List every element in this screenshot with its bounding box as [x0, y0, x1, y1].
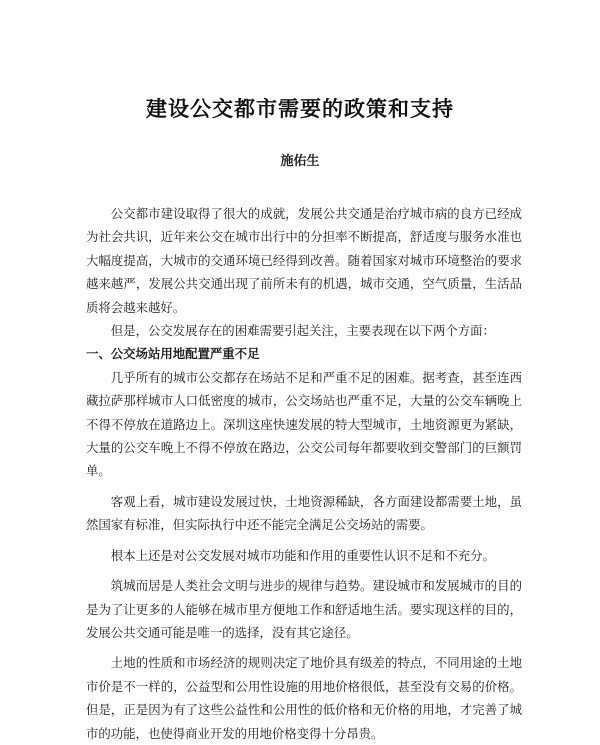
paragraph: 公交都市建设取得了很大的成就，发展公共交通是治疗城市病的良方已经成为社会共识，近年来公交在城市出行中的分担率不断提高，舒适度与服务水准也大幅度提高，大城市的交通环境已经得到改善。随着国家对城市环境整治的要求越来越严，发展公共交通出现了前所未有的机遇，城市交通，空气质量，生活品质将会越来越好。 — [86, 206, 522, 315]
author-name: 施佑生 — [280, 154, 320, 169]
paragraph: 根本上还是对公交发展对城市功能和作用的重要性认识不足和不充分。 — [110, 547, 495, 563]
paragraph: 几乎所有的城市公交都存在场站不足和严重不足的困难。据考查，甚至连西藏拉萨那样城市人口低密度的城市，公交场站也严重不足，大量的公交车辆晚上不得不停放在道路边上。深圳这座快速发展的特大型城市，土地资源更为紧缺，大量的公交车晚上不得不停放在路边，公交公司每年都要收到交警部门的巨额罚单。 — [86, 369, 522, 479]
paragraph: 筑城而居是人类社会文明与进步的规律与趋势。建设城市和发展城市的目的是为了让更多的人能够在城市里方便地工作和舒适地生活。要实现这样的目的，发展公共交通可能是唯一的选择，没有其它途径。 — [86, 578, 522, 640]
paragraph: 客观上看，城市建设发展过快，土地资源稀缺，各方面建设都需要土地，虽然国家有标准，但实际执行中还不能完全满足公交场站的需要。 — [86, 493, 522, 533]
section-heading: 一、公交场站用地配置严重不足 — [86, 346, 260, 362]
paragraph: 土地的性质和市场经济的规则决定了地价具有级差的特点，不同用途的土地市价是不一样的，公益型和公用性设施的用地价格很低，甚至没有交易的价格。但是，正是因为有了这些公益性和公用性的低价格和无价格的用地，才完善了城市的功能，也使得商业开发的用地价格变得十分昂贵。 — [86, 655, 522, 741]
document-title: 建设公交都市需要的政策和支持 — [146, 97, 454, 121]
document-body — [86, 202, 522, 745]
paragraph: 但是，公交发展存在的困难需要引起关注，主要表现在以下两个方面： — [110, 323, 495, 339]
